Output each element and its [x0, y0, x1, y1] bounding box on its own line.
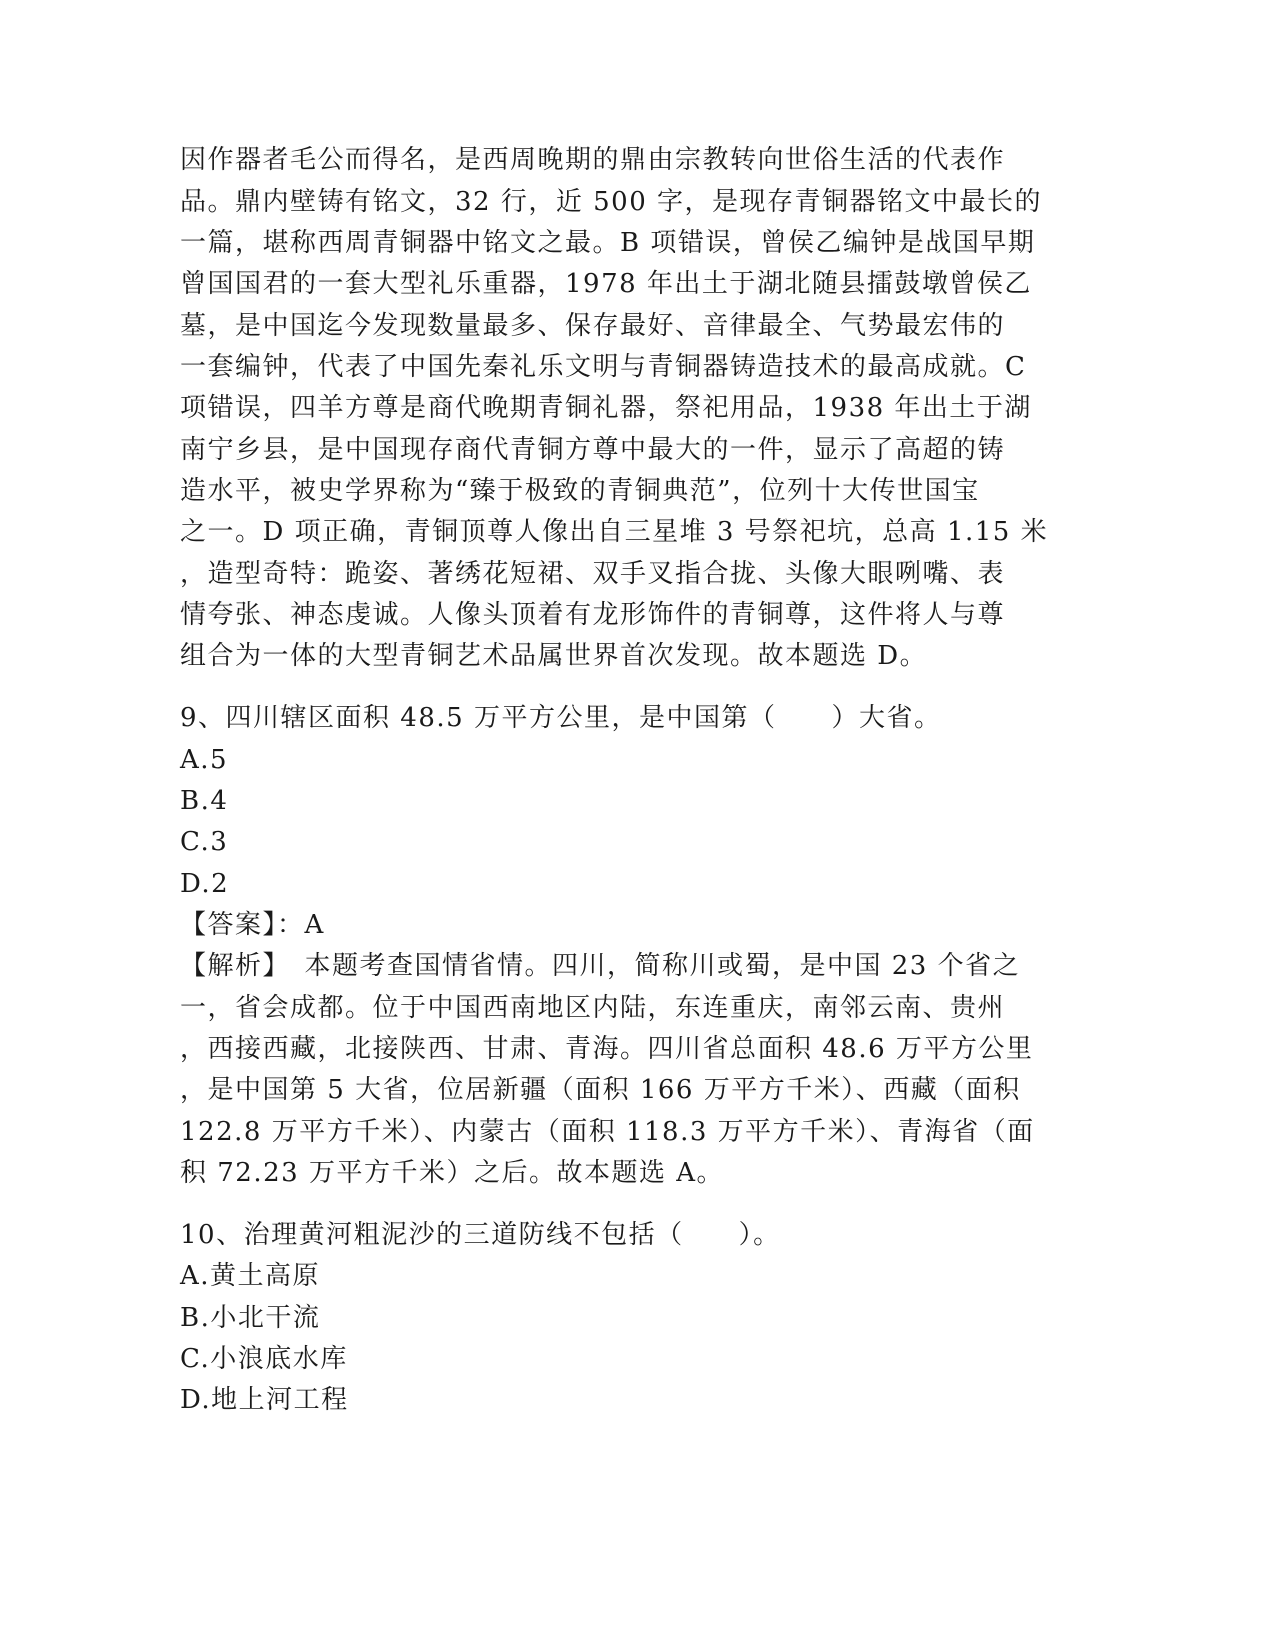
- option-a: A.黄土高原: [180, 1261, 321, 1291]
- explanation-line: 项错误，四羊方尊是商代晚期青铜礼器，祭祀用品，1938 年出土于湖: [180, 393, 1032, 423]
- option-b: B.4: [180, 786, 229, 816]
- explanation-line: 之一。D 项正确，青铜顶尊人像出自三星堆 3 号祭祀坑，总高 1.15 米: [180, 517, 1049, 547]
- explanation-line: 因作器者毛公而得名，是西周晚期的鼎由宗教转向世俗生活的代表作: [180, 145, 1006, 175]
- analysis-line: ，西接西藏，北接陕西、甘肃、青海。四川省总面积 48.6 万平方公里: [180, 1034, 1034, 1064]
- option-b: B.小北干流: [180, 1303, 321, 1333]
- answer-line: 【答案】：A: [180, 910, 325, 940]
- option-c: C.3: [180, 827, 229, 857]
- explanation-line: 一套编钟，代表了中国先秦礼乐文明与青铜器铸造技术的最高成就。C: [180, 352, 1027, 382]
- analysis-line: 122.8 万平方千米）、内蒙古（面积 118.3 万平方千米）、青海省（面: [180, 1117, 1035, 1147]
- explanation-line: 南宁乡县，是中国现存商代青铜方尊中最大的一件，显示了高超的铸: [180, 435, 1006, 465]
- option-d: D.2: [180, 869, 230, 899]
- option-d: D.地上河工程: [180, 1385, 349, 1415]
- explanation-line: 一篇，堪称西周青铜器中铭文之最。B 项错误，曾侯乙编钟是战国早期: [180, 228, 1036, 258]
- option-c: C.小浪底水库: [180, 1344, 348, 1374]
- analysis-line: 一，省会成都。位于中国西南地区内陆，东连重庆，南邻云南、贵州: [180, 993, 1006, 1023]
- analysis-line: 【解析】 本题考查国情省情。四川，简称川或蜀，是中国 23 个省之: [180, 951, 1021, 981]
- option-a: A.5: [180, 745, 229, 775]
- analysis-line: ，是中国第 5 大省，位居新疆（面积 166 万平方千米）、西藏（面积: [180, 1075, 1021, 1105]
- explanation-line: 情夸张、神态虔诚。人像头顶着有龙形饰件的青铜尊，这件将人与尊: [180, 600, 1006, 630]
- explanation-line: 墓，是中国迄今发现数量最多、保存最好、音律最全、气势最宏伟的: [180, 311, 1006, 341]
- explanation-line: 曾国国君的一套大型礼乐重器，1978 年出土于湖北随县擂鼓墩曾侯乙: [180, 269, 1032, 299]
- explanation-line: ，造型奇特：跪姿、著绣花短裙、双手叉指合拢、头像大眼咧嘴、表: [180, 559, 1006, 589]
- question-stem: 10、治理黄河粗泥沙的三道防线不包括（ ）。: [180, 1220, 781, 1250]
- analysis-line: 积 72.23 万平方千米）之后。故本题选 A。: [180, 1158, 725, 1188]
- explanation-line: 组合为一体的大型青铜艺术品属世界首次发现。故本题选 D。: [180, 641, 928, 671]
- explanation-line: 品。鼎内壁铸有铭文，32 行，近 500 字，是现存青铜器铭文中最长的: [180, 187, 1043, 217]
- question-stem: 9、四川辖区面积 48.5 万平方公里，是中国第（ ）大省。: [180, 703, 942, 733]
- explanation-line: 造水平，被史学界称为“臻于极致的青铜典范”，位列十大传世国宝: [180, 476, 980, 506]
